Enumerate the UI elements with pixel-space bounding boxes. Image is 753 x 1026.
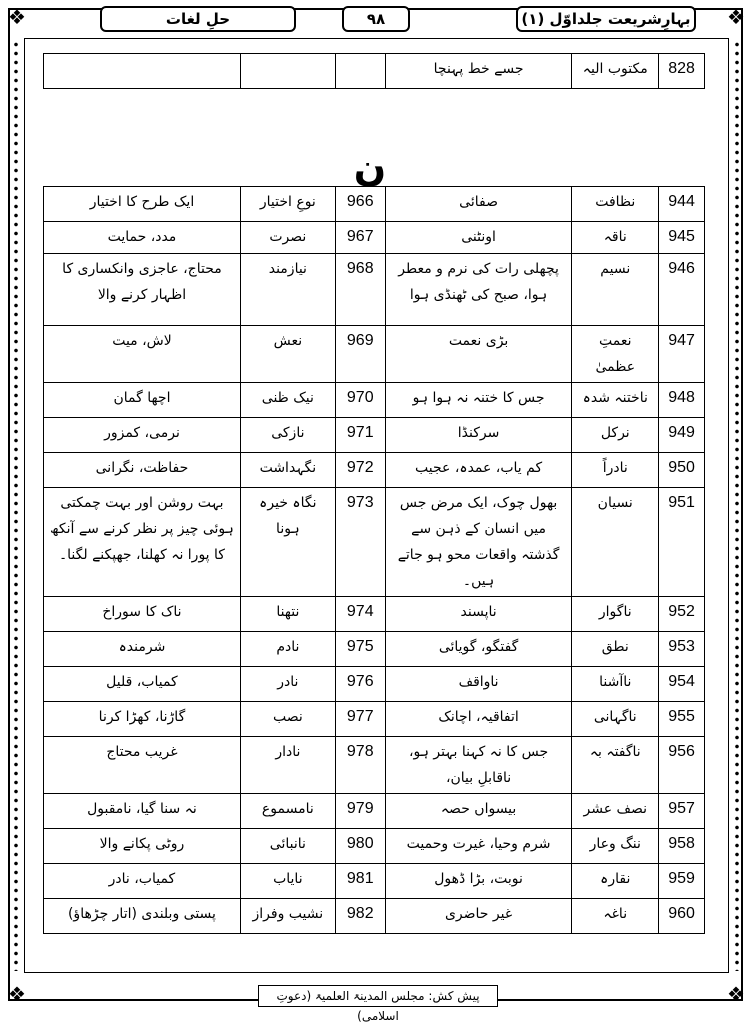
corner-ornament-icon: ❖ [8, 982, 26, 1006]
table-row [44, 864, 705, 899]
entry-word: نطق [572, 632, 659, 667]
entry-number: 953 [659, 632, 705, 667]
entry-number: 957 [659, 794, 705, 829]
entry-number: 970 [335, 383, 385, 418]
entry-meaning: گاڑنا، کھڑا کرنا [44, 702, 241, 737]
entry-meaning: جسے خط پہنچا [385, 54, 572, 89]
entry-meaning: ناواقف [385, 667, 572, 702]
entry-number: 978 [335, 737, 385, 794]
corner-ornament-icon: ❖ [727, 5, 745, 29]
entry-meaning: لاش، میت [44, 326, 241, 383]
table-row [44, 488, 705, 597]
entry-word: نقارہ [572, 864, 659, 899]
entry-meaning: غریب محتاج [44, 737, 241, 794]
entry-meaning: شرم وحیا، غیرت وحمیت [385, 829, 572, 864]
entry-word: نصرت [240, 222, 335, 254]
entry-number: 947 [659, 326, 705, 383]
entry-number: 950 [659, 453, 705, 488]
entry-meaning: پچھلی رات کی نرم و معطر ہوا، صبح کی ٹھنڈی ہوا [385, 254, 572, 326]
entry-word: نیک ظنی [240, 383, 335, 418]
table-row [44, 632, 705, 667]
entry-number: 979 [335, 794, 385, 829]
entry-meaning: جس کا ختنہ نہ ہوا ہو [385, 383, 572, 418]
entry-word: نشیب وفراز [240, 899, 335, 934]
table-row [44, 326, 705, 383]
entry-meaning: اونٹنی [385, 222, 572, 254]
corner-ornament-icon: ❖ [727, 982, 745, 1006]
entry-meaning: کمیاب، نادر [44, 864, 241, 899]
empty-cell [44, 54, 241, 89]
entry-word: نصف عشر [572, 794, 659, 829]
section-letter: ن [353, 145, 387, 189]
table-row [44, 254, 705, 326]
entry-word: ناقہ [572, 222, 659, 254]
right-border-ornament [734, 40, 740, 971]
entry-meaning: بھول چوک، ایک مرض جس میں انسان کے ذہن سے گذشتہ واقعات محو ہو جاتے ہیں۔ [385, 488, 572, 597]
table-row [44, 187, 705, 222]
entry-meaning: گفتگو، گویائی [385, 632, 572, 667]
entry-meaning: بڑی نعمت [385, 326, 572, 383]
entry-meaning: حفاظت، نگرانی [44, 453, 241, 488]
entry-number: 958 [659, 829, 705, 864]
empty-cell [335, 54, 385, 89]
entry-word: ناگفتہ بہ [572, 737, 659, 794]
table-row [44, 597, 705, 632]
top-glossary-table [43, 53, 705, 89]
entry-number: 982 [335, 899, 385, 934]
table-row [44, 222, 705, 254]
page-number: ۹۸ [342, 6, 410, 32]
entry-word: نظافت [572, 187, 659, 222]
entry-word: نرکل [572, 418, 659, 453]
entry-meaning: جس کا نہ کہنا بہتر ہو، ناقابلِ بیان، [385, 737, 572, 794]
entry-word: نادار [240, 737, 335, 794]
entry-word: نگہداشت [240, 453, 335, 488]
glossary-table [43, 186, 705, 934]
entry-meaning: ناپسند [385, 597, 572, 632]
entry-word: نادر [240, 667, 335, 702]
entry-word: نیازمند [240, 254, 335, 326]
entry-number: 975 [335, 632, 385, 667]
entry-meaning: بیسواں حصہ [385, 794, 572, 829]
entry-meaning: پستی وبلندی (اتار چڑھاؤ) [44, 899, 241, 934]
entry-word: نازکی [240, 418, 335, 453]
entry-meaning: اچھا گمان [44, 383, 241, 418]
entry-meaning: سرکنڈا [385, 418, 572, 453]
entry-number: 955 [659, 702, 705, 737]
entry-meaning: نہ سنا گیا، نامقبول [44, 794, 241, 829]
table-row [44, 418, 705, 453]
entry-word: نسیان [572, 488, 659, 597]
entry-number: 960 [659, 899, 705, 934]
left-border-ornament [13, 40, 19, 971]
entry-word: ناگہانی [572, 702, 659, 737]
entry-meaning: صفائی [385, 187, 572, 222]
entry-meaning: غیر حاضری [385, 899, 572, 934]
entry-word: نسیم [572, 254, 659, 326]
entry-word: نانبائی [240, 829, 335, 864]
table-row [44, 702, 705, 737]
entry-number: 944 [659, 187, 705, 222]
entry-word: مکتوب الیہ [572, 54, 659, 89]
entry-meaning: کم یاب، عمدہ، عجیب [385, 453, 572, 488]
entry-meaning: شرمندہ [44, 632, 241, 667]
section-title: حلِ لغات [100, 6, 296, 32]
entry-number: 974 [335, 597, 385, 632]
entry-number: 966 [335, 187, 385, 222]
entry-number: 945 [659, 222, 705, 254]
entry-word: نایاب [240, 864, 335, 899]
entry-meaning: نرمی، کمزور [44, 418, 241, 453]
entry-meaning: نوبت، بڑا ڈھول [385, 864, 572, 899]
entry-meaning: ایک طرح کا اختیار [44, 187, 241, 222]
corner-ornament-icon: ❖ [8, 5, 26, 29]
entry-meaning: ناک کا سوراخ [44, 597, 241, 632]
entry-number: 976 [335, 667, 385, 702]
entry-number: 949 [659, 418, 705, 453]
entry-number: 828 [659, 54, 705, 89]
table-row [44, 453, 705, 488]
book-title: بہارِشریعت جلداوّل (۱) [516, 6, 696, 32]
entry-number: 973 [335, 488, 385, 597]
entry-word: ناآشنا [572, 667, 659, 702]
entry-word: نعش [240, 326, 335, 383]
entry-number: 959 [659, 864, 705, 899]
entry-word: نادم [240, 632, 335, 667]
table-row [44, 829, 705, 864]
entry-meaning: محتاج، عاجزی وانکساری کا اظہار کرنے والا [44, 254, 241, 326]
table-row [44, 383, 705, 418]
entry-number: 956 [659, 737, 705, 794]
entry-number: 981 [335, 864, 385, 899]
entry-number: 967 [335, 222, 385, 254]
entry-word: نامسموع [240, 794, 335, 829]
entry-number: 969 [335, 326, 385, 383]
entry-number: 954 [659, 667, 705, 702]
entry-word: ناختنہ شدہ [572, 383, 659, 418]
entry-word: ناگوار [572, 597, 659, 632]
entry-word: نعمتِ عظمیٰ [572, 326, 659, 383]
entry-number: 977 [335, 702, 385, 737]
entry-word: نگاہ خیرہ ہونا [240, 488, 335, 597]
entry-word: ننگ وعار [572, 829, 659, 864]
entry-word: نتھنا [240, 597, 335, 632]
entry-number: 951 [659, 488, 705, 597]
entry-number: 948 [659, 383, 705, 418]
entry-word: نادراً [572, 453, 659, 488]
entry-number: 952 [659, 597, 705, 632]
empty-cell [240, 54, 335, 89]
entry-word: نصب [240, 702, 335, 737]
entry-number: 968 [335, 254, 385, 326]
entry-number: 946 [659, 254, 705, 326]
entry-number: 972 [335, 453, 385, 488]
entry-meaning: اتفاقیہ، اچانک [385, 702, 572, 737]
table-row [44, 737, 705, 794]
entry-number: 971 [335, 418, 385, 453]
entry-meaning: کمیاب، قلیل [44, 667, 241, 702]
table-row [44, 54, 705, 89]
entry-word: نوعِ اختیار [240, 187, 335, 222]
publisher-footer: پیش کش: مجلس المدینۃ العلمیۃ (دعوتِ اسلامی) [258, 985, 498, 1007]
entry-meaning: بہت روشن اور بہت چمکتی ہوئی چیز پر نظر کرنے سے آنکھ کا پورا نہ کھلنا، جھپکنے لگنا۔ [44, 488, 241, 597]
entry-meaning: مدد، حمایت [44, 222, 241, 254]
table-row [44, 667, 705, 702]
entry-meaning: روٹی پکانے والا [44, 829, 241, 864]
table-row [44, 794, 705, 829]
entry-number: 980 [335, 829, 385, 864]
table-row [44, 899, 705, 934]
entry-word: ناغہ [572, 899, 659, 934]
